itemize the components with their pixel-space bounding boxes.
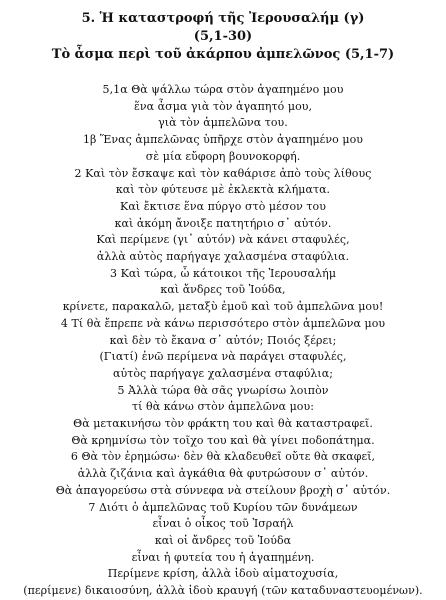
poem-line: 5 Ἀλλὰ τώρα θὰ σᾶς γνωρίσω λοιπὸν [117, 383, 329, 397]
poem-line: τί θὰ κάνω στὸν ἀμπελῶνα μου: [132, 400, 314, 414]
poem-line: ἕνα ἆσμα γιὰ τὸν ἀγαπητό μου, [133, 99, 313, 113]
poem-line: Θὰ ἀπαγορεύσω στὰ σύννεφα νὰ στείλουν βροχὴ σ᾽ αὐτόν. [55, 483, 391, 497]
poem-line: κρίνετε, παρακαλῶ, μεταξὺ ἐμοῦ καὶ τοῦ ἀμπελῶνα μου! [62, 300, 384, 314]
poem-line: εἶναι ἡ φυτεία του ἡ ἀγαπημένη. [131, 550, 315, 564]
poem-line: (περίμενε) δικαιοσύνη, ἀλλὰ ἰδοὺ κραυγή (τῶν καταδυναστευομένων). [23, 584, 423, 598]
poem-line: καὶ τὸν φύτευσε μὲ ἐκλεκτὰ κλήματα. [115, 183, 331, 197]
poem-line: καὶ ἄνδρες τοῦ Ἰούδα, [160, 283, 286, 297]
verse-range: (5,1-30) [193, 29, 253, 44]
poem-line: ἀλλὰ ζιζάνια καὶ ἀγκάθια θὰ φυτρώσουν σ᾽ αὐτόν. [77, 467, 369, 481]
poem-line: Θὰ μετακινήσω τὸν φράκτη του καὶ θὰ καταστραφεῖ. [73, 417, 373, 431]
poem-line: Θὰ κρημνίσω τὸν τοῖχο του καὶ θὰ γίνει ποδοπάτημα. [71, 433, 375, 447]
poem-line: 5,1α Θὰ ψάλλω τώρα στὸν ἀγαπημένο μου [102, 83, 344, 96]
heading-block [0, 10, 446, 64]
poem-line: καὶ δὲν τὸ ἔκανα σ᾽ αὐτόν; Ποιός ξέρει; [109, 333, 337, 347]
poem-line: 1β Ἕνας ἀμπελῶνας ὑπῆρχε στὸν ἀγαπημένο μου [83, 133, 363, 147]
poem-line: (Γιατί) ἐνῶ περίμενα νὰ παράγει σταφυλές, [99, 350, 347, 364]
poem-line: Περίμενε κρίση, ἀλλὰ ἰδοὺ αἱματοχυσία, [107, 567, 339, 581]
poem-line: αὐτὸς παρήγαγε χαλασμένα σταφύλια; [113, 366, 333, 380]
poem-line: 7 Διότι ὁ ἀμπελῶνας τοῦ Κυρίου τῶν δυνάμεων [88, 500, 358, 514]
poem-line: Καὶ περίμενε (γι᾽ αὐτόν) νὰ κάνει σταφυλές, [96, 233, 350, 247]
poem-line: γιὰ τὸν ἀμπελῶνα του. [158, 116, 288, 130]
poem-line: Καὶ ἔκτισε ἕνα πύργο στὸ μέσον του [120, 199, 326, 213]
poem-line: ἀλλὰ αὐτὸς παρήγαγε χαλασμένα σταφύλια. [96, 250, 350, 264]
poem-line: σὲ μία εὔφορη βουνοκορφή. [145, 149, 301, 163]
poem-line: εἶναι ὁ οἶκος τοῦ Ἰσραήλ [152, 517, 294, 531]
poem-line: 2 Καὶ τὸν ἔσκαψε καὶ τὸν καθάρισε ἀπὸ τοὺς λίθους [74, 166, 372, 180]
section-subtitle: Τὸ ἆσμα περὶ τοῦ ἀκάρπου ἀμπελῶνος (5,1-7) [51, 47, 395, 62]
poem-line: 6 Θὰ τὸν ἐρημώσω· δὲν θὰ κλαδευθεῖ οὔτε θὰ σκαφεῖ, [70, 450, 376, 464]
poem-line: καὶ ἀκόμη ἄνοιξε πατητήριο σ᾽ αὐτόν. [114, 216, 332, 230]
poem-line: 4 Τί θὰ ἔπρεπε νὰ κάνω περισσότερο στὸν ἀμπελῶνα μου [60, 316, 386, 330]
page-title: 5. Ἡ καταστροφή τῆς Ἰερουσαλήμ (γ) [81, 11, 365, 26]
poem-line: 3 Καὶ τώρα, ὦ κάτοικοι τῆς Ἰερουσαλήμ [109, 266, 337, 280]
poem-line: καὶ οἱ ἄνδρες τοῦ Ἰούδα [154, 533, 292, 547]
poem-text [0, 82, 446, 600]
